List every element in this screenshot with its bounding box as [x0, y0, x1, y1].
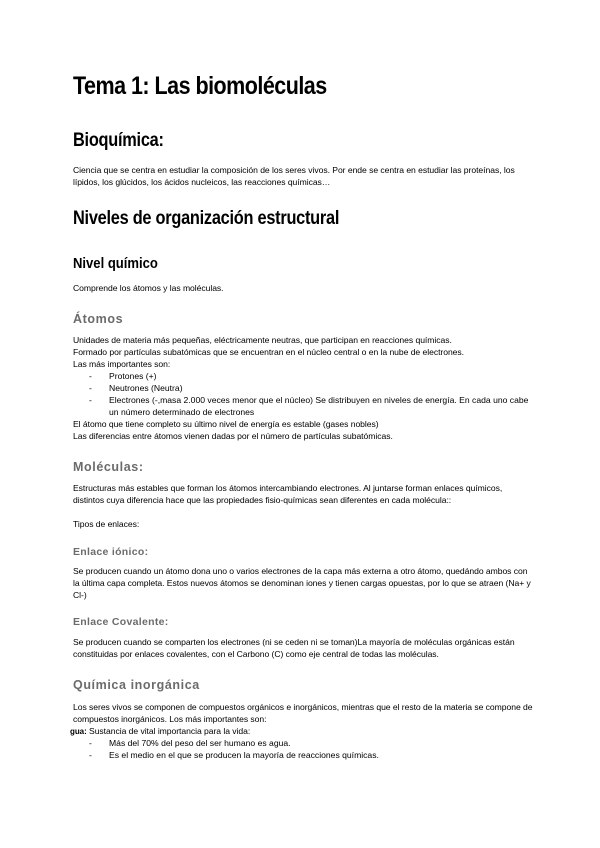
- paragraph-enlace-ionico: Se producen cuando un átomo dona uno o varios electrones de la capa más externa a otro átomo, quedándo ambos con la última capa completa. Estos nuevos átomos se denominan iones y tienen cargas opuestas, por lo que se atraen (Na+ y Cl-): [73, 566, 531, 600]
- heading-nivel-quimico: Nivel químico: [73, 256, 158, 272]
- heading-atomos: Átomos: [73, 312, 124, 326]
- dash-bullet: -: [89, 750, 92, 760]
- dash-bullet: -: [89, 383, 92, 393]
- atomos-line-5: Las diferencias entre átomos vienen dadas por el número de partículas subatómicas.: [73, 431, 393, 441]
- dash-bullet: -: [89, 395, 92, 405]
- heading-enlace-ionico: Enlace iónico:: [73, 546, 149, 558]
- list-item: - Neutrones (Neutra): [89, 383, 183, 393]
- heading-moleculas: Moléculas:: [73, 460, 144, 474]
- list-item: - Electrones (-,masa 2.000 veces menor que el núcleo) Se distribuyen en niveles de energía. En cada uno cabe un número determinado de electrones: [89, 395, 529, 417]
- heading-enlace-covalente: Enlace Covalente:: [73, 616, 169, 628]
- agua-text: Sustancia de vital importancia para la vida:: [86, 726, 251, 736]
- atomos-line-3: Las más importantes son:: [73, 359, 171, 369]
- paragraph-quimica-inorganica: Los seres vivos se componen de compuestos orgánicos e inorgánicos, mientras que el resto de la materia se compone de compuestos inorgánicos. Los más importantes son:: [73, 702, 533, 724]
- heading-bioquimica: Bioquímica:: [73, 130, 164, 151]
- list-item: - Más del 70% del peso del ser humano es agua.: [89, 738, 291, 748]
- agua-label: gua:: [70, 727, 87, 736]
- list-item: - Protones (+): [89, 371, 157, 381]
- heading-quimica-inorganica: Química inorgánica: [73, 678, 200, 692]
- page-title: Tema 1: Las biomoléculas: [73, 72, 327, 100]
- heading-niveles: Niveles de organización estructural: [73, 208, 340, 229]
- dash-bullet: -: [89, 371, 92, 381]
- paragraph-bioquimica: Ciencia que se centra en estudiar la composición de los seres vivos. Por ende se centra en estudiar las proteínas, los lípidos, los glúcidos, los ácidos nucleicos, las reacciones químicas…: [73, 165, 515, 187]
- paragraph-moleculas: Estructuras más estables que forman los átomos intercambiando electrones. Al juntarse forman enlaces químicos, distintos cuya diferencia hace que las propiedades fisio-químicas sean diferentes en cada molécula::: [73, 483, 503, 505]
- dash-bullet: -: [89, 738, 92, 748]
- atomos-line-4: El átomo que tiene completo su último nivel de energía es estable (gases nobles): [73, 419, 379, 429]
- paragraph-tipos-enlaces: Tipos de enlaces:: [73, 519, 140, 529]
- paragraph-enlace-covalente: Se producen cuando se comparten los electrones (ni se ceden ni se toman)La mayoría de moléculas orgánicas están constituidas por enlaces covalentes, con el Carbono (C) como eje central de todas las moléculas.: [73, 637, 515, 659]
- atomos-line-1: Unidades de materia más pequeñas, eléctricamente neutras, que participan en reacciones químicas.: [73, 335, 452, 345]
- atomos-line-2: Formado por partículas subatómicas que se encuentran en el núcleo central o en la nube de electrones.: [73, 347, 464, 357]
- list-item: - Es el medio en el que se producen la mayoría de reacciones químicas.: [89, 750, 379, 760]
- paragraph-nivel-quimico: Comprende los átomos y las moléculas.: [73, 283, 224, 293]
